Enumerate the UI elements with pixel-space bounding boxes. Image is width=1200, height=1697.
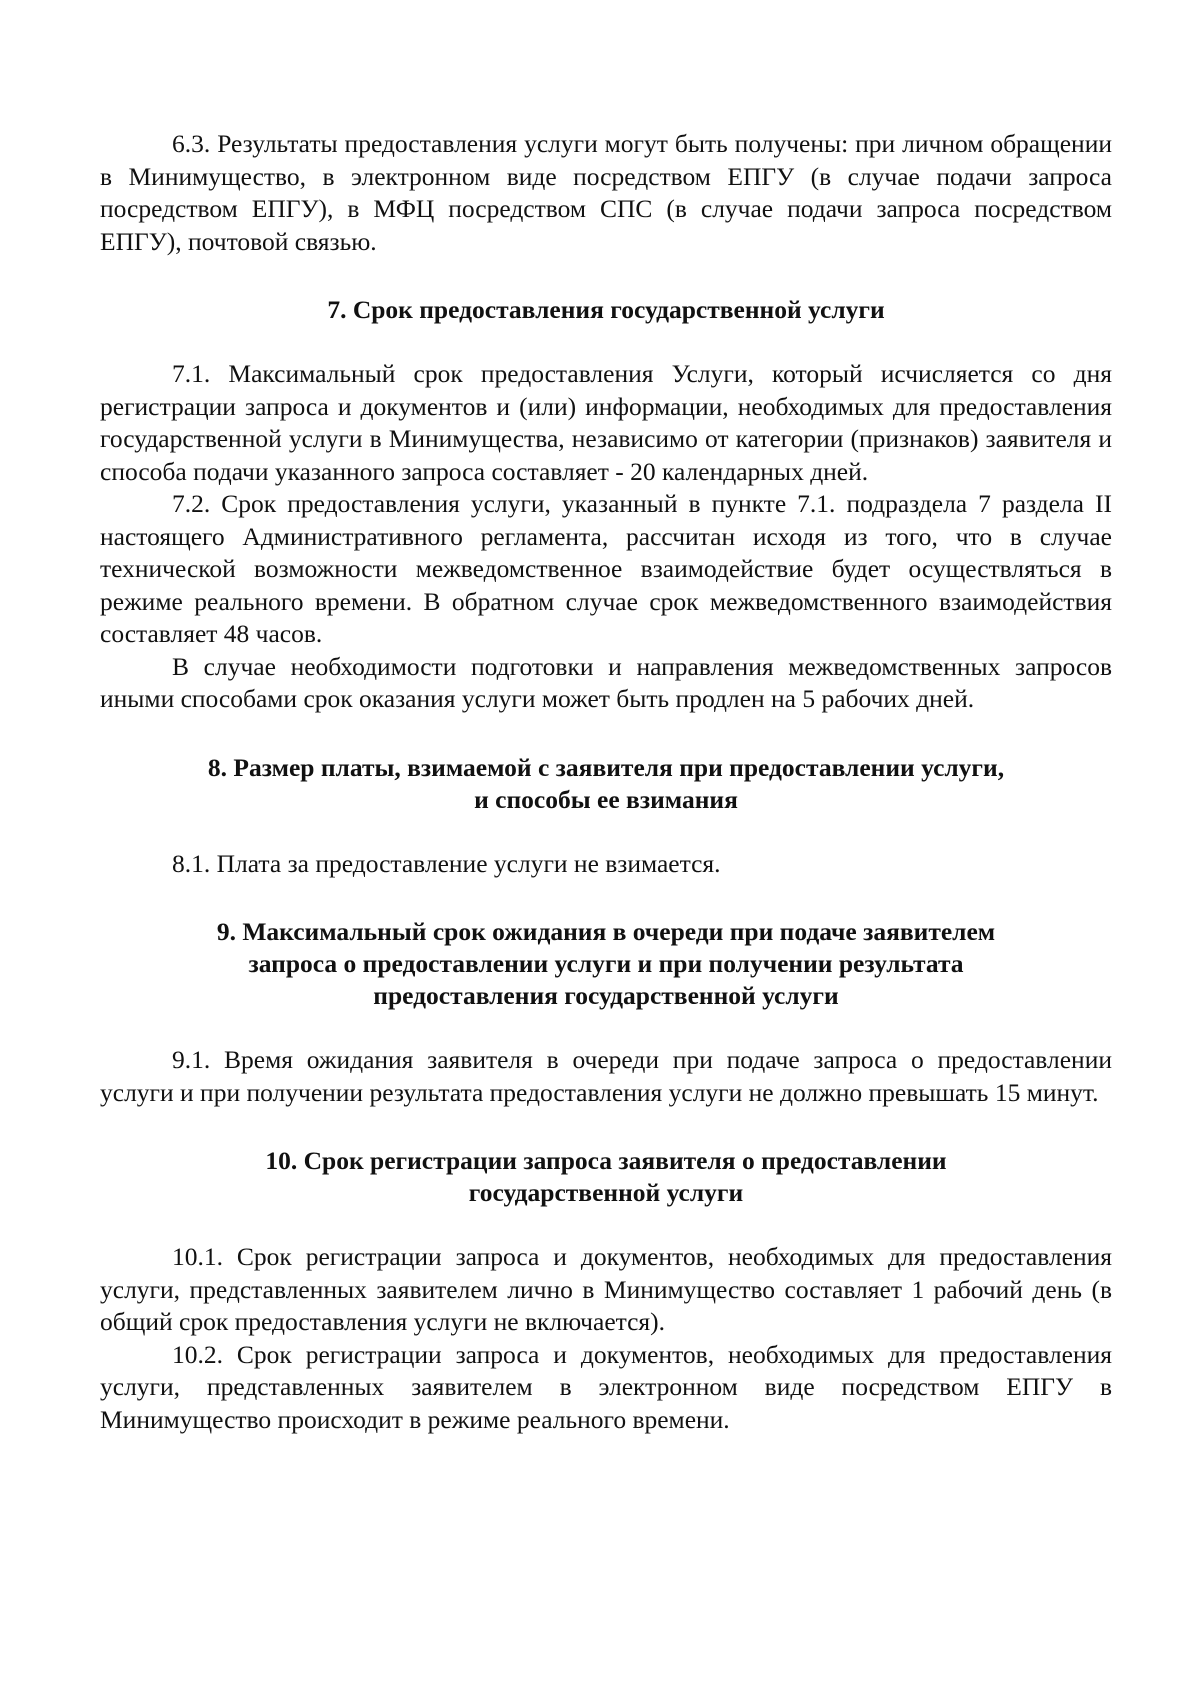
heading-section-8-line-1: 8. Размер платы, взимаемой с заявителя при предоставлении услуги,: [207, 752, 1005, 782]
paragraph-10-1: 10.1. Срок регистрации запроса и документов, необходимых для предоставления услуги, представленных заявителем лично в Минимущество составляет 1 рабочий день (в общий срок предоставления услуги не включается).: [100, 1242, 1112, 1336]
heading-section-10-line-2: государственной услуги: [468, 1178, 744, 1207]
heading-section-7: [100, 294, 1112, 326]
paragraph-6-3: 6.3. Результаты предоставления услуги могут быть получены: при личном обращении в Минимущество, в электронном виде посредством ЕПГУ (в случае подачи запроса посредством ЕПГУ), в МФЦ посредством СПС (в случае подачи запроса посредством ЕПГУ), почтовой связью.: [100, 129, 1112, 256]
paragraph-7-3: В случае необходимости подготовки и направления межведомственных запросов иными способами срок оказания услуги может быть продлен на 5 рабочих дней.: [100, 651, 1112, 713]
heading-section-10: [100, 1145, 1112, 1209]
heading-section-9-line-1: 9. Максимальный срок ожидания в очереди при подаче заявителем: [216, 917, 996, 946]
paragraph-7-1: 7.1. Максимальный срок предоставления Услуги, который исчисляется со дня регистрации запроса и документов и (или) информации, необходимых для предоставления государственной услуги в Минимущества, независимо от категории (признаков) заявителя и способа подачи указанного запроса составляет - 20 календарных дней.: [100, 359, 1112, 486]
paragraph-10-2: 10.2. Срок регистрации запроса и документов, необходимых для предоставления услуги, представленных заявителем в электронном виде посредством ЕПГУ в Минимущество происходит в режиме реального времени.: [100, 1339, 1112, 1434]
heading-section-7-line-1: 7. Срок предоставления государственной услуги: [327, 295, 885, 324]
heading-section-9: [100, 916, 1112, 1012]
paragraph-9-1: 9.1. Время ожидания заявителя в очереди при подаче запроса о предоставлении услуги и при получении результата предоставления услуги не должно превышать 15 минут.: [100, 1045, 1112, 1107]
heading-section-10-line-1: 10. Срок регистрации запроса заявителя о предоставлении: [265, 1146, 947, 1175]
heading-section-8: [100, 752, 1112, 816]
heading-section-9-line-3: предоставления государственной услуги: [373, 981, 839, 1010]
heading-section-9-line-2: запроса о предоставлении услуги и при получении результата: [248, 949, 964, 978]
heading-section-8-line-2: и способы ее взимания: [474, 784, 738, 814]
paragraph-8-1: 8.1. Плата за предоставление услуги не взимается.: [172, 848, 721, 878]
paragraph-7-2: 7.2. Срок предоставления услуги, указанный в пункте 7.1. подраздела 7 раздела II настоящего Административного регламента, рассчитан исходя из того, что в случае технической возможности межведомственное взаимодействие будет осуществляться в режиме реального времени. В обратном случае срок межведомственного взаимодействия составляет 48 часов.: [100, 489, 1112, 648]
